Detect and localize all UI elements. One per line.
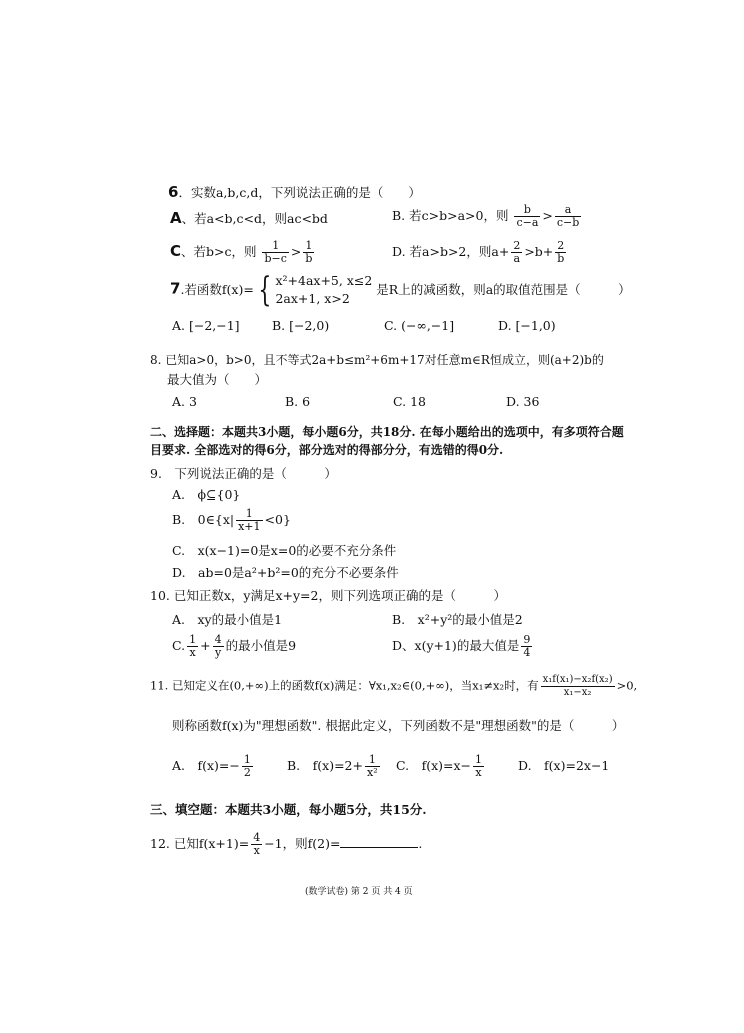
q7-stem: 7.若函数f(x)= { x²+4ax+5, x≤2 2ax+1, x>2 是R上的减函数，则a的取值范围是（ ） (170, 270, 631, 310)
q8-option-d: D. 36 (506, 394, 540, 409)
q12-answer-blank[interactable] (340, 835, 418, 848)
q9-option-d: D. ab=0是a²+b²=0的充分不必要条件 (172, 565, 399, 580)
q7-option-a: A. [−2,−1] (172, 318, 240, 333)
q8-option-a: A. 3 (172, 394, 197, 409)
q10-option-d: D、x(y+1)的最大值是 $\frac{9}{4}$ (392, 633, 531, 659)
q7-option-c: C. (−∞,−1] (384, 318, 455, 333)
q10-option-a: A. xy的最小值是1 (172, 612, 283, 627)
q7-option-b: B. [−2,0) (272, 318, 330, 333)
q7-number: 7 (170, 279, 181, 298)
q12-stem: 12. 已知f(x+1)= $\frac{4}{x}$ −1，则f(2)= . (150, 831, 423, 857)
q6-number: 6 (168, 183, 179, 201)
q7-option-d: D. [−1,0) (498, 318, 556, 333)
q11-option-d: D. f(x)=2x−1 (518, 758, 610, 773)
section2-line2: 目要求. 全部选对的得6分，部分选对的得部分分，有选错的得0分. (150, 443, 504, 457)
q9-option-a: A. ϕ⊆{0} (172, 487, 241, 502)
q8-stem-line1: 8. 已知a>0，b>0，且不等式2a+b≤m²+6m+17对任意m∈R恒成立，则(a+2)b的 (150, 353, 604, 367)
q10-option-c: C. $\frac{1}{x}$ + $\frac{4}{y}$ 的最小值是9 (172, 633, 297, 659)
q11-stem-line1: 11. 已知定义在(0,+∞)上的函数f(x)满足：∀x₁,x₂∈(0,+∞)，当x₁≠x₂时，有 $\frac{\text{x₁f(x₁)−x₂f(x₂)}}{\text{x₁−x₂}}$ >0, (150, 674, 638, 698)
section3-heading: 三、填空题：本题共3小题，每小题5分，共15分. (150, 802, 427, 817)
q6-option-d: D. 若a>b>2，则a+ $\frac{2}{a}$ >b+ $\frac{2}{b}$ (392, 239, 565, 265)
section2-line1: 二、选择题：本题共3小题，每小题6分，共18分. 在每小题给出的选项中，有多项符合题 (150, 425, 624, 439)
page-footer: (数学试卷) 第 2 页 共 4 页 (305, 887, 413, 897)
q9-option-c: C. x(x−1)=0是x=0的必要不充分条件 (172, 543, 397, 558)
q9-stem: 9. 下列说法正确的是（ ） (150, 466, 337, 481)
q6-option-b: B. 若c>b>a>0，则 $\frac{b}{c-a}$ > $\frac{a}{c-b}$ (392, 203, 580, 229)
q8-option-c: C. 18 (393, 394, 426, 409)
q10-stem: 10. 已知正数x，y满足x+y=2，则下列选项正确的是（ ） (150, 588, 506, 603)
q8-option-b: B. 6 (285, 394, 311, 409)
q9-option-b: B. 0∈{x| $\frac{1}{x+1}$ <0} (172, 507, 291, 533)
q11-option-a: A. f(x)=− $\frac{1}{2}$ (172, 753, 251, 779)
q6-stem: 6．实数a,b,c,d，下列说法正确的是（ ） (168, 183, 421, 201)
q11-stem-line2: 则称函数f(x)为"理想函数". 根据此定义，下列函数不是"理想函数"的是（ ） (172, 718, 625, 733)
q8-stem-line2: 最大值为（ ） (167, 372, 268, 387)
q10-option-b: B. x²+y²的最小值是2 (392, 612, 523, 627)
q6-option-a: A、若a<b,c<d，则ac<bd (170, 209, 328, 227)
q6-option-c: C、若b>c，则 $\frac{1}{b-c}$ > $\frac{1}{b}$ (170, 239, 313, 265)
q11-option-b: B. f(x)=2+ $\frac{1}{\text{x²}}$ (287, 753, 378, 779)
q11-option-c: C. f(x)=x− $\frac{1}{x}$ (396, 753, 483, 779)
